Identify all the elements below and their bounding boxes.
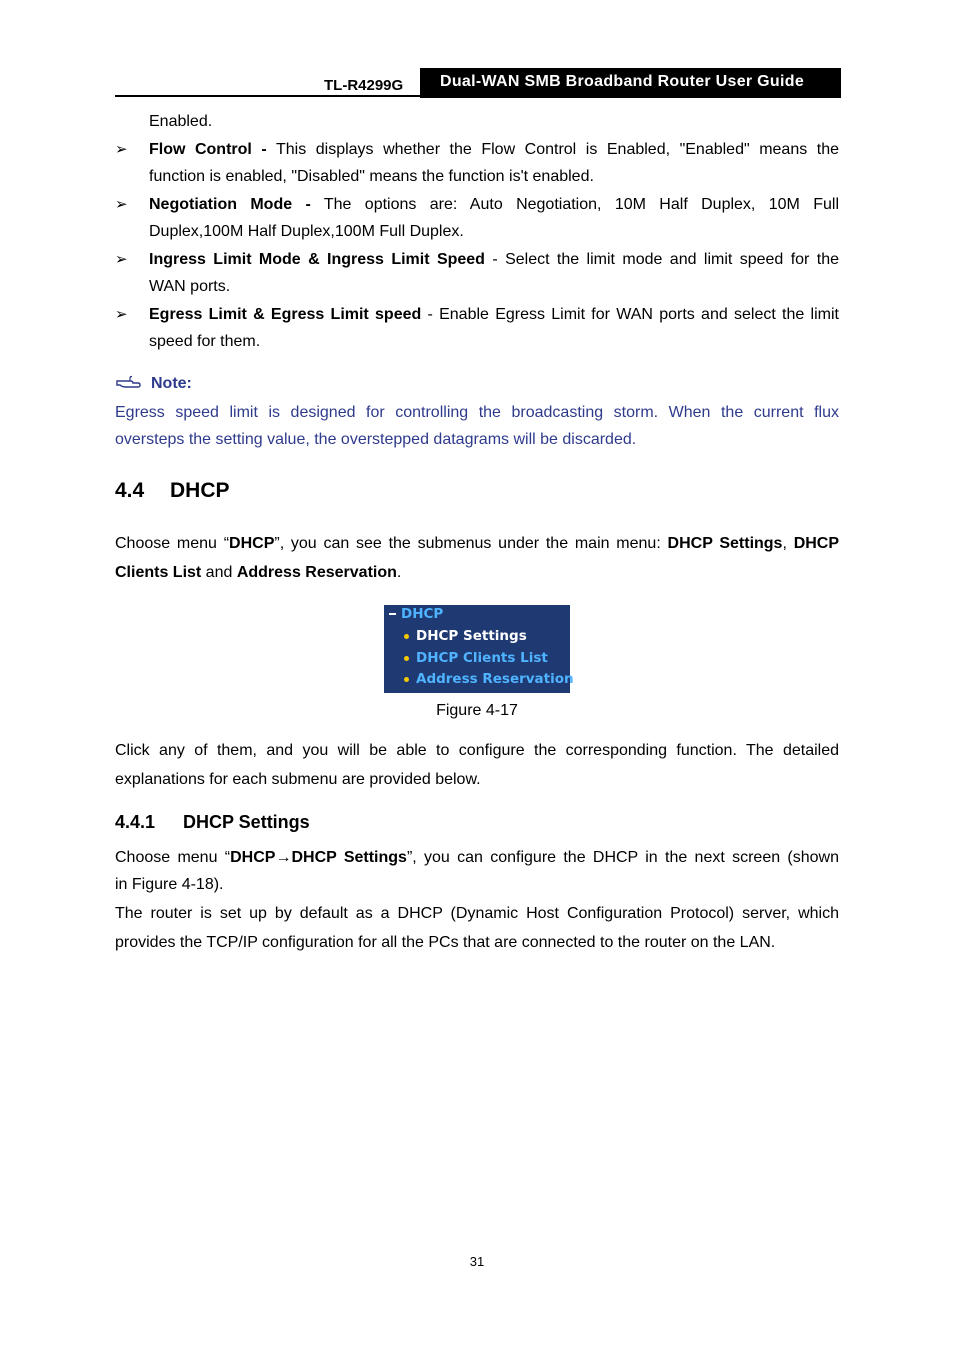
note-text: [115, 399, 839, 453]
arrow-bullet-icon: ➢: [115, 306, 128, 323]
note-line: oversteps the setting value, the overstepped datagrams will be discarded.: [115, 431, 637, 448]
list-item-desc-cont: WAN ports.: [149, 278, 231, 295]
list-item-term: Egress Limit & Egress Limit speed: [149, 306, 422, 323]
list-item-term: Flow Control -: [149, 141, 267, 158]
dhcp-menu-figure: [384, 605, 574, 693]
text-run: Address Reservation: [236, 564, 397, 581]
text-line: explanations for each submenu are provided below.: [115, 771, 481, 788]
header-model: TL-R4299G: [324, 77, 404, 94]
text-line: The router is set up by default as a DHCP (Dynamic Host Configuration Protocol) server, which: [115, 905, 839, 922]
arrow-bullet-icon: ➢: [115, 251, 128, 268]
text-run: Clients List: [115, 564, 202, 581]
intro-line: Enabled.: [149, 113, 213, 130]
text-run: Choose menu “: [115, 849, 231, 866]
text-run: and: [201, 564, 237, 581]
menu-item-address-reservation[interactable]: [404, 671, 574, 687]
list-item-desc-cont: function is enabled, "Disabled" means the function is't enabled.: [149, 168, 594, 185]
figure-caption: Figure 4-17: [436, 702, 518, 719]
list-item-negotiation-mode: [149, 191, 839, 245]
bullet-dot-icon: [404, 677, 409, 682]
text-run: Choose menu “: [115, 535, 230, 552]
note-line: Egress speed limit is designed for controlling the broadcasting storm. When the current flux: [115, 404, 839, 421]
text-run: DHCP: [229, 535, 275, 552]
arrow-bullet-icon: ➢: [115, 141, 128, 158]
section-paragraph: [115, 530, 839, 586]
text-run: ”, you can see the submenus under the main menu:: [274, 535, 668, 552]
text-run: .: [396, 564, 402, 581]
menu-item-dhcp-settings[interactable]: [404, 628, 527, 644]
list-item-desc-cont: speed for them.: [149, 333, 261, 350]
text-run: DHCP: [793, 535, 840, 552]
arrow-bullet-icon: ➢: [115, 196, 128, 213]
list-item-term: Ingress Limit Mode & Ingress Limit Speed: [149, 251, 485, 268]
note-label: Note:: [151, 375, 192, 392]
subsection-number: 4.4.1: [115, 812, 156, 832]
menu-item-label: DHCP Settings: [416, 628, 527, 644]
list-item-desc: The options are: Auto Negotiation, 10M Half Duplex, 10M Full: [310, 196, 839, 213]
list-item-desc: This displays whether the Flow Control is Enabled, "Enabled" means the: [266, 141, 840, 158]
minus-icon: [389, 613, 396, 615]
text-line: provides the TCP/IP configuration for all the PCs that are connected to the router on the LAN.: [115, 934, 776, 951]
list-item-flow-control: [149, 136, 839, 190]
text-line: in Figure 4-18).: [115, 876, 224, 893]
subsection-paragraph: [115, 844, 839, 956]
text-run: DHCP→DHCP Settings: [230, 849, 407, 866]
list-item-desc-cont: Duplex,100M Half Duplex,100M Full Duplex.: [149, 223, 464, 240]
page-number: 31: [469, 1254, 485, 1269]
list-item-desc: - Enable Egress Limit for WAN ports and select the limit: [421, 306, 839, 323]
menu-item-label: DHCP Clients List: [416, 650, 548, 666]
list-item-egress-limit: [149, 301, 839, 355]
list-item-ingress-limit: [149, 246, 839, 300]
section-number: 4.4: [115, 479, 145, 502]
section-paragraph-2: [115, 737, 839, 793]
menu-item-dhcp-clients-list[interactable]: [404, 650, 548, 666]
text-line: Click any of them, and you will be able to configure the corresponding function. The detailed: [115, 742, 839, 759]
header-title: Dual-WAN SMB Broadband Router User Guide: [420, 68, 841, 98]
menu-item-dhcp[interactable]: [389, 606, 443, 622]
bullet-dot-icon: [404, 656, 409, 661]
header-rule: [115, 95, 841, 97]
menu-item-label: Address Reservation: [416, 671, 574, 687]
section-title: DHCP: [170, 479, 230, 502]
text-run: DHCP Settings: [667, 535, 783, 552]
subsection-title: DHCP Settings: [183, 812, 310, 832]
list-item-term: Negotiation Mode -: [149, 196, 311, 213]
bullet-dot-icon: [404, 634, 409, 639]
list-item-desc: - Select the limit mode and limit speed for the: [484, 251, 839, 268]
text-run: ,: [782, 535, 794, 552]
pointing-hand-icon: [116, 375, 142, 389]
menu-item-label: DHCP: [401, 606, 444, 622]
text-run: ”, you can configure the DHCP in the next screen (shown: [406, 849, 840, 866]
